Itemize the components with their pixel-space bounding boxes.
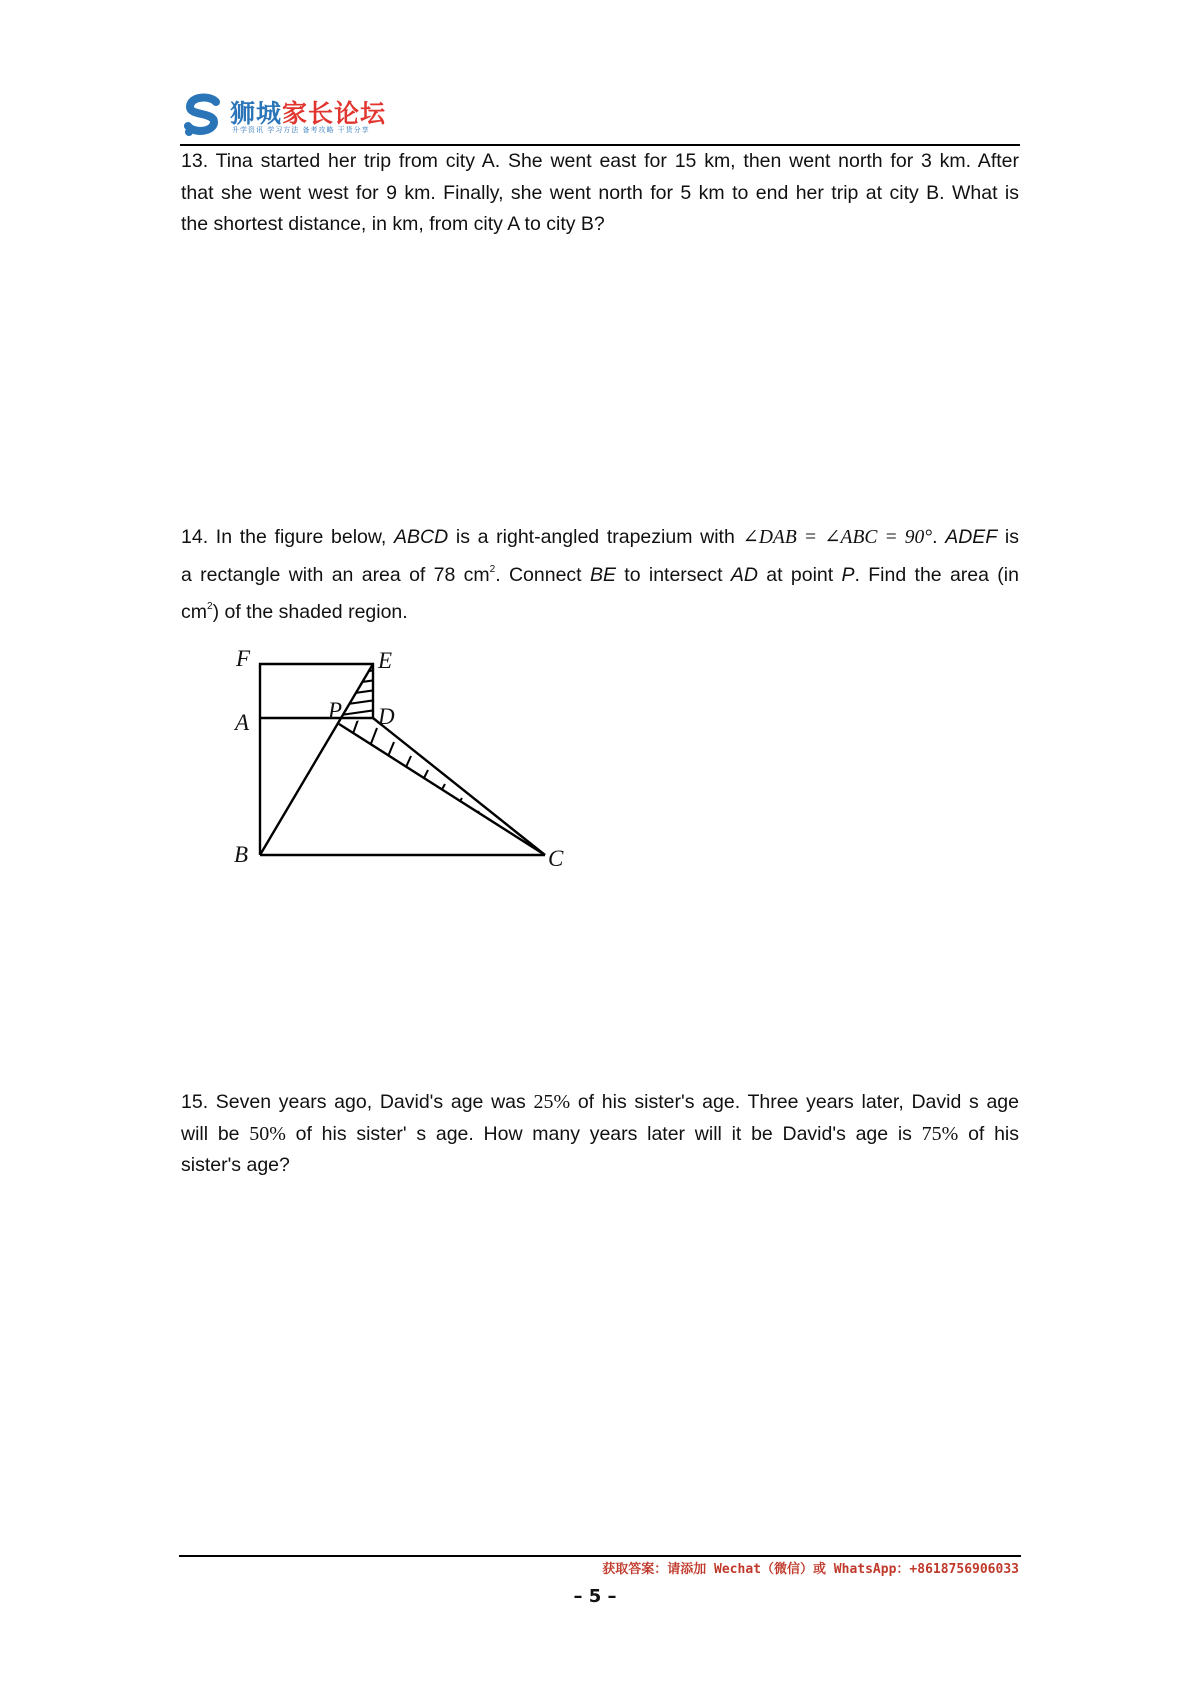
- question-14: [181, 522, 1019, 629]
- label-B: B: [234, 842, 249, 867]
- q15-line-3: sister's age?: [181, 1154, 290, 1176]
- question-15: [181, 1087, 1019, 1182]
- figure-lines: [260, 664, 545, 855]
- brand-name-part1: 狮城: [230, 99, 283, 128]
- q13-line-3: the shortest distance, in km, from city A to city B?: [181, 213, 605, 235]
- trapezium-figure: [220, 636, 580, 876]
- question-13: [181, 146, 1019, 241]
- footer-contact: 获取答案：请添加 Wechat（微信）或 WhatsApp：+8618756906033: [602, 1562, 1019, 1577]
- brand-tagline: 升学资讯 学习方法 备考攻略 干货分享: [232, 126, 370, 134]
- label-A: A: [235, 710, 250, 735]
- q14-line-2: a rectangle with an area of 78 $cm^2$. Connect BE to intersect AD at point P. Find the area (in: [181, 563, 1019, 586]
- label-P: P: [328, 698, 343, 723]
- brand-name-part2: 家长论坛: [282, 99, 387, 128]
- q15-line-2: will be 50% of his sister' s age. How many years later will it be David's age is 75% of his: [181, 1122, 1020, 1145]
- q13-line-2: that she went west for 9 km. Finally, she went north for 5 km to end her trip at city B. What is: [181, 181, 1019, 204]
- label-D: D: [378, 704, 395, 729]
- label-E: E: [378, 648, 393, 673]
- angle-expression: ∠DAB = ∠ABC = 90°: [742, 527, 933, 548]
- label-F: F: [236, 646, 251, 671]
- q13-line-1: 13. Tina started her trip from city A. She went east for 15 km, then went north for 3 km. After: [181, 150, 1019, 172]
- label-C: C: [548, 846, 564, 871]
- forum-logo-icon: [180, 92, 226, 138]
- q15-line-1: 15. Seven years ago, David's age was 25% of his sister's age. Three years later, David s age: [181, 1091, 1020, 1113]
- q14-line-1: 14. In the figure below, ABCD is a right-angled trapezium with ∠DAB = ∠ABC = 90°. ADEF is: [181, 526, 1020, 548]
- page-header: [180, 92, 1020, 144]
- q14-line-3: $cm^2$) of the shaded region.: [181, 601, 408, 623]
- page-number: – 5 –: [573, 1586, 617, 1607]
- footer-divider: [179, 1555, 1021, 1557]
- shaded-region: [320, 668, 513, 850]
